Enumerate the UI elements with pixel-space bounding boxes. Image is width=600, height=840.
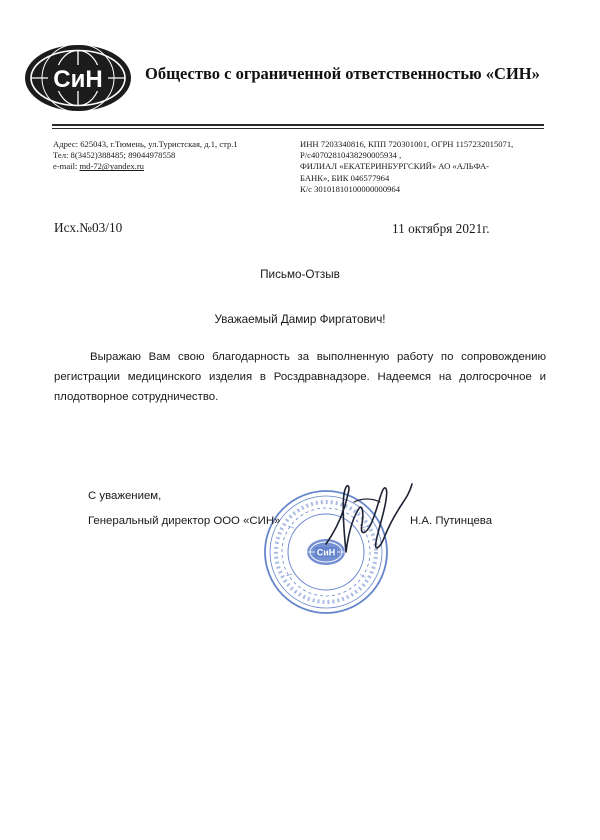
correspondent-account: К/с 30101810100000000964: [300, 183, 401, 194]
letter-body: Выражаю Вам свою благодарность за выполненную работу по сопровождению регистрации медицинского изделия в Росздравнадзоре. Надеемся на долгосрочное и плодотворное сотрудничество.: [54, 351, 546, 403]
header-divider: [52, 124, 544, 126]
handwritten-signature: [318, 472, 418, 568]
letter-title: Письмо-Отзыв: [260, 268, 340, 281]
signer-name: Н.А. Путинцева: [410, 515, 493, 527]
salutation: Уважаемый Дамир Фиргатович!: [214, 313, 386, 326]
address: Адрес: 625043, г.Тюмень, ул.Туристская, д.1, стр.1: [53, 139, 238, 149]
bank-branch: ФИЛИАЛ «ЕКАТЕРИНБУРГСКИЙ» АО «АЛЬФА-: [300, 161, 490, 172]
header-divider-thin: [52, 128, 544, 129]
phone: Тел: 8(3452)388485; 89044978558: [53, 150, 176, 161]
closing-phrase: С уважением,: [88, 490, 162, 502]
email-label: e-mail:: [53, 161, 80, 172]
bank-bik: БАНК», БИК 046577964: [300, 172, 390, 183]
account-number: Р/с40702810438290005934 ,: [300, 150, 402, 161]
bank-details: [300, 139, 513, 195]
svg-text:СиН: СиН: [316, 547, 336, 558]
logo-text: СиН: [53, 66, 103, 93]
tax-ids: ИНН 7203340816, КПП 720301001, ОГРН 1157232015071,: [300, 139, 514, 149]
email-line: [53, 161, 238, 172]
contact-block: [53, 139, 238, 173]
company-logo: [22, 42, 134, 114]
letter-date: 11 октября 2021г.: [392, 221, 490, 236]
email-link[interactable]: md-72@yandex.ru: [79, 161, 144, 172]
outgoing-number: Исх.№03/10: [54, 220, 123, 235]
company-name: Общество с ограниченной ответственностью «СИН»: [145, 64, 540, 83]
signer-position: Генеральный директор ООО «СИН»: [88, 515, 281, 527]
